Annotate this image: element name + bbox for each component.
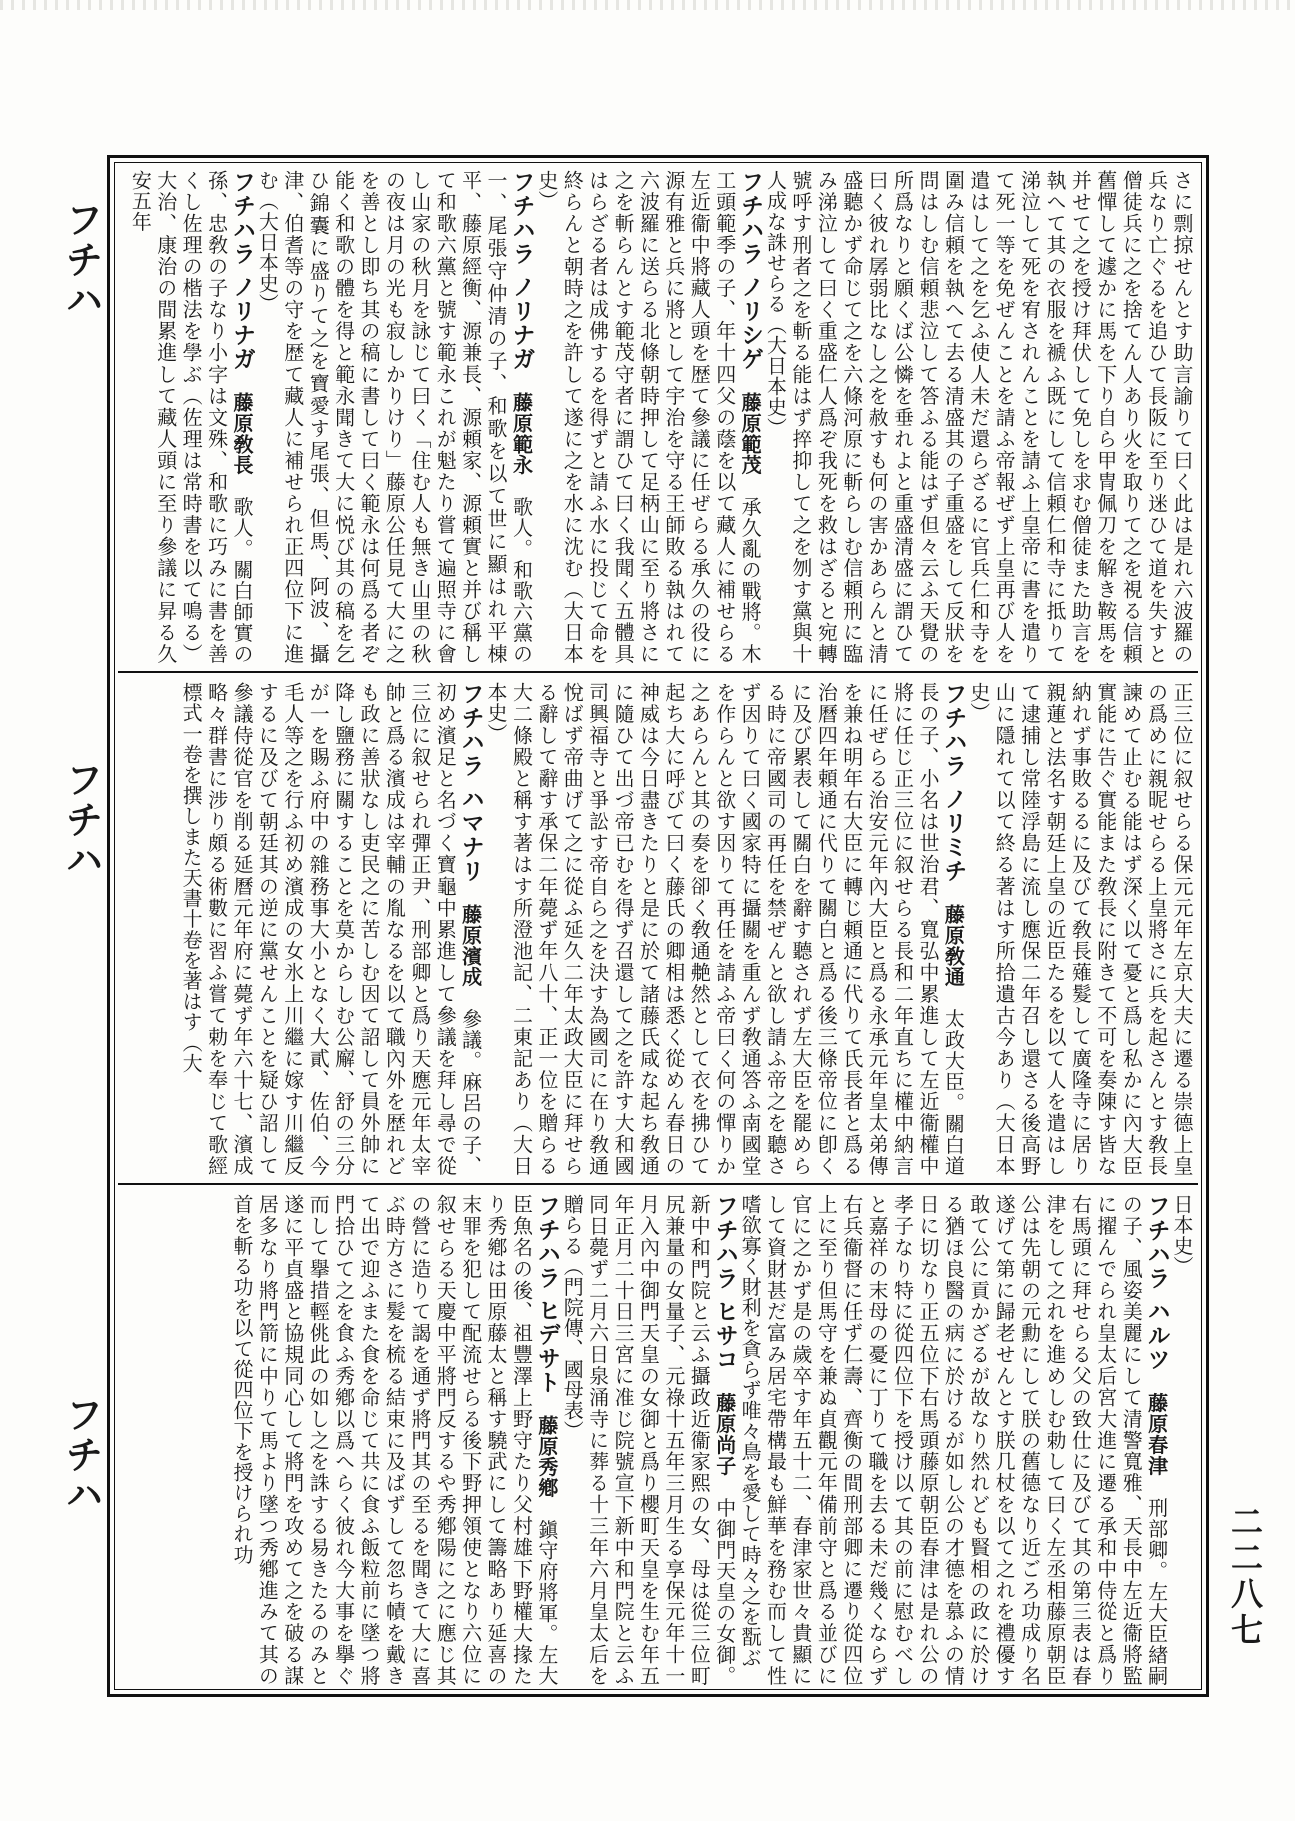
entry	[737, 1194, 1169, 1686]
tier-divider	[118, 1183, 1198, 1185]
tier-bottom	[118, 1188, 1198, 1692]
entry-body: 承久亂の戰將。木工頭範季の子、年十四父の蔭を以て藏人に補せらる左近衞中將藏人頭を歴て參議に任ぜらる承久の役に源有雅と兵に將として宇治を守る王師敗る執はれて六波羅に送らる北條朝時押して足柄山に至り將さに之を斬らんとす範茂守者に謂ひて曰く我聞く五體具はらざる者は成佛するを得ずと請ふ水に投じて命を終らんと朝時之を許して遂に之を水に沈む（大日本史）	[534, 170, 763, 664]
entry	[254, 170, 533, 664]
tier-middle	[118, 676, 1198, 1182]
running-header-middle: フチハ	[59, 760, 103, 880]
entry-body: 刑部卿。左大臣緖嗣の子、風姿美麗にして清警寬雅、天長中左近衞將監に擢んでられ皇太后宮大進に遷る承和中侍從と爲り右馬頭に拜せらる父の致仕に及びて其の第三表は春津をして之れを進めしむ勅して曰く左丞相藤原朝臣公は先朝の元勳にして朕の舊德なり近ごろ功成り名遂げて第に歸老せんとす朕几杖を以て之れを禮優す敢て公に貢かざるが故なり然れども賢相の政に於ける猶ほ良醫の病に於けるが如し公の才德を慕ふの情日に切なり正五位下右馬頭藤原朝臣春津は是れ公の孝子なり特に從四位下を授け以て其の前に慰むべしと嘉祥の末母の憂に丁りて職を去る未だ幾くならず右兵衞督に任ず仁壽、齊衡の間刑部卿に遷り從四位上に至り但馬守を兼ぬ貞觀元年備前守と爲る並びに官に之かず是の歲卒す年五十二、春津家世々貴顯にして資財甚だ富み居宅帶構最も鮮華を務む而して性嗜欲寡く財利を貪らず唯々鳥を愛して時々之を翫ぶ	[738, 1194, 1169, 1687]
entry-kanji-name: 藤原範茂	[738, 391, 763, 476]
entry	[483, 682, 966, 1176]
entry	[178, 682, 483, 1176]
entry-headword: フチハラ ハルツ	[1143, 1194, 1170, 1372]
entry-headword: フチハラ ヒサコ	[711, 1194, 738, 1372]
entry-kanji-name: 藤原範永	[509, 391, 534, 476]
page-number: 二二八七	[1226, 1505, 1264, 1649]
entry-body: 歌人。和歌六黨の一、尾張守仲清の子、和歌を以て世に顯はれ平棟平、藤原經衡、源兼長、源頼家、源頼實と并び稱して和歌六黨と號す範永これが魁たり嘗て遍照寺に會し山家の秋月を詠じて曰く「住む人も無き山里の秋の夜は月の光も寂しかりけり」藤原公任見て大に之を善とし即ち其の稿に書して曰く範永は何爲る者ぞ能く和歌の體を得と範永聞きて大に悦び其の稿を乞ひ錦囊に盛りて之を寶愛す尾張、但馬、阿波、攝津、伯耆等の守を歴て藏人に補せられ正四位下に進む（大日本史）	[255, 170, 534, 664]
entry-headword: フチハラ ヒデサト	[533, 1194, 560, 1394]
entry-kanji-name: 藤原秀鄕	[534, 1414, 559, 1499]
entry-body: 歌人。關白師實の孫、忠敎の子なり小字は文殊、和歌に巧みに書を善くし佐理の楷法を學ぶ（佐理は常時書を以て鳴る）大治、康治の間累進して藏人頭に至り參議に昇る久安五年	[128, 170, 254, 664]
entry-headword: フチハラ ノリナガ	[508, 170, 535, 371]
entry	[229, 1194, 559, 1686]
entry-body: 鎭守府將軍。左大臣魚名の後、祖豐澤上野守たり父村雄下野權大掾たり秀鄕は田原藤太と稱す驍武にして籌略あり延喜の末罪を犯して配流せらる後下野押領使となり六位に叙せらる天慶中平將門反するや秀鄕陽に之に應じ其の營に造りて謁を通ず將門其の至るを聞きて大に喜ぶ時方さに髮を梳る結束に及ばずして忽ち幘を戴きて出で迎ふまた食を命じて共に食ふ飯粒前に墜つ將門拾ひて之を食ふ秀鄕以爲へらく彼れ今大事を擧ぐ而して擧措輕佻此の如し之を誅する易きたるのみと遂に平貞盛と協規同心して將門を攻めて之を破る謀居多なり將門箭に中りて馬より墜つ秀鄕進みて其の首を斬る功を以て從四位下を授けられ功	[229, 1194, 559, 1686]
entry-continuation: 日本史）	[1170, 1194, 1194, 1277]
running-header-bottom: フチハ	[59, 1395, 103, 1515]
tier-top	[118, 164, 1198, 670]
entry	[559, 1194, 737, 1686]
entry-headword: フチハラ ノリミチ	[940, 682, 967, 883]
entry-headword: フチハラ ノリシゲ	[737, 170, 764, 371]
entry-body: 太政大臣。關白道長の子、小名は世治君、寬弘中累進して左近衞權中將に任じ正三位に叙せらる長和二年直ちに權中納言に任ぜらる治安元年內大臣と爲る永承元年皇太弟傳を兼ね明年右大臣に轉じ頼通に代りて氏長者と爲る治曆四年頼通に代りて關白と爲る後三條帝位に卽くに及び累表して關白を辭す聽されず左大臣を罷めらる時に帝國司の再任を禁ぜんと欲し請ふ帝之を聽さず因りて曰く國家特に攝關を重んず敎通答ふ南國堂を作らんと欲す因りて再任を請ふ帝曰く何の憚りか之あらんと其の奏を卻く敎通艴然として衣を拂ひて起ち大に呼びて曰く藤氏の卿相は悉く從めん春日の神威は今日盡きたりと是に於て諸藤氏咸な起ち敎通に隨ひて出づ帝已むを得ず召還して之を許す大和國司興福寺と爭訟す帝自ら之を決す為國司に在り敎通悅ばず帝曲げて之に從ふ延久二年太政大臣に拜せらる辭して辭す承保二年薨ず年八十、正一位を贈らる大二條殿と稱す著はす所澄池記、二東記あり（大日本史）	[484, 682, 966, 1176]
running-header-top: フチハ	[59, 200, 103, 320]
entry-headword: フチハラ ハマナリ	[457, 682, 484, 883]
entry-continuation: 正三位に叙せらる保元元年左京大夫に遷る崇德上皇の爲めに親昵せらる上皇將さに兵を起さんとす敎長諫めて止むる能はず深く以て憂と爲し私かに內大臣實能に告ぐ實能また敎長に附きて不可を奏陳す皆な納れず事敗るるに及びて敎長薙髮して廣隆寺に居り親蓮と法名す朝廷上皇の近臣たるを以て人を遣はして逮捕し常陸浮島に流し應保二年召し還さる後高野山に隱れて以て終る著はす所拾遺古今あり（大日本史）	[966, 682, 1194, 1176]
entry-kanji-name: 藤原春津	[1144, 1392, 1169, 1477]
entry	[127, 170, 254, 664]
entry-body: 參議。麻呂の子、初め濱足と名づく寶龜中累進して參議を拜し尋で從三位に叙せられ彈正尹、刑部卿と爲り天應元年太宰帥と爲る濱成は宰輔の胤なるを以て職內外を歴れども政に善狀なし吏民之に苦しむ因て詔して員外帥に降し鹽務に關することを莫からしむ公廨、舒の三分が一を賜ふ府中の雜務事大小となく大貳、佐伯、今毛人等之を行ふ初め濱成の女氷上川繼に嫁す川繼反するに及びて朝廷其の逆に黨せんことを疑ひ詔して參議侍從官を削る延曆元年府に薨ず年六十七、濱成略々群書に涉り頗る術數に習ふ嘗て勅を奉じて歌經標式一卷を撰しまた天書十卷を著はす（大	[179, 682, 483, 1176]
entry-kanji-name: 藤原濱成	[458, 903, 483, 988]
entry	[533, 170, 762, 664]
tier-divider	[118, 671, 1198, 673]
entry-kanji-name: 藤原敎通	[941, 903, 966, 988]
entry-headword: フチハラ ノリナガ	[228, 170, 255, 371]
entry-kanji-name: 藤原尚子	[712, 1392, 737, 1477]
entry-kanji-name: 藤原敎長	[229, 391, 254, 476]
entry-body: 中御門天皇の女御。新中和門院と云ふ攝政近衞家熙の女、母は從三位町尻兼量の女量子、元祿十五年三月生る享保元年十一月入內中御門天皇の女御と爲り櫻町天皇を生む年五年正月二十日三宮に准じ院號宣下新中和門院と云ふ同日薨ず二月六日泉涌寺に葬る十三年六月皇太后を贈らる（門院傳、國母表）	[560, 1194, 737, 1687]
scan-edge-bleed	[0, 0, 1295, 10]
entry-continuation: さに剽掠せんとす助言諭りて曰く此は是れ六波羅の兵なり亡ぐるを追ひて長阪に至り迷ひて道を失すと僧徒兵に之を捨てん人あり火を取りて之を視る信頼舊憚して遽かに馬を下り自ら甲冑佩刀を解き鞍馬を并せて之を授け拜伏して免しを求む僧徒また助言を執へて其の衣服を褫ふ既にして信頼仁和寺に抵りて涕泣して死を宥されんことを請ふ上皇帝に書を遣りて死一等を免ぜんことを請ふ帝報ぜず上皇再び人を遣はして之を乞ふ使人未だ還らざるに官兵仁和寺を圍み信頼を執へて去る清盛其の子重盛をして反狀を問はしむ信頼悲泣して答ふる能はず但々云ふ天覺の所爲なりと願くば公憐を垂れよと重盛清盛に謂ひて曰く彼れ孱弱比なし之を赦すも何の害かあらんと清盛聽かず命じて之を六條河原に斬らしむ信頼刑に臨み涕泣して曰く重盛仁人爲ぞ我死を救はざると宛轉號呼す刑者之を斬る能はず捽抑して之を刎す黨與十人成な誅せらる（大日本史）	[763, 170, 1194, 664]
page-frame	[107, 155, 1209, 1697]
